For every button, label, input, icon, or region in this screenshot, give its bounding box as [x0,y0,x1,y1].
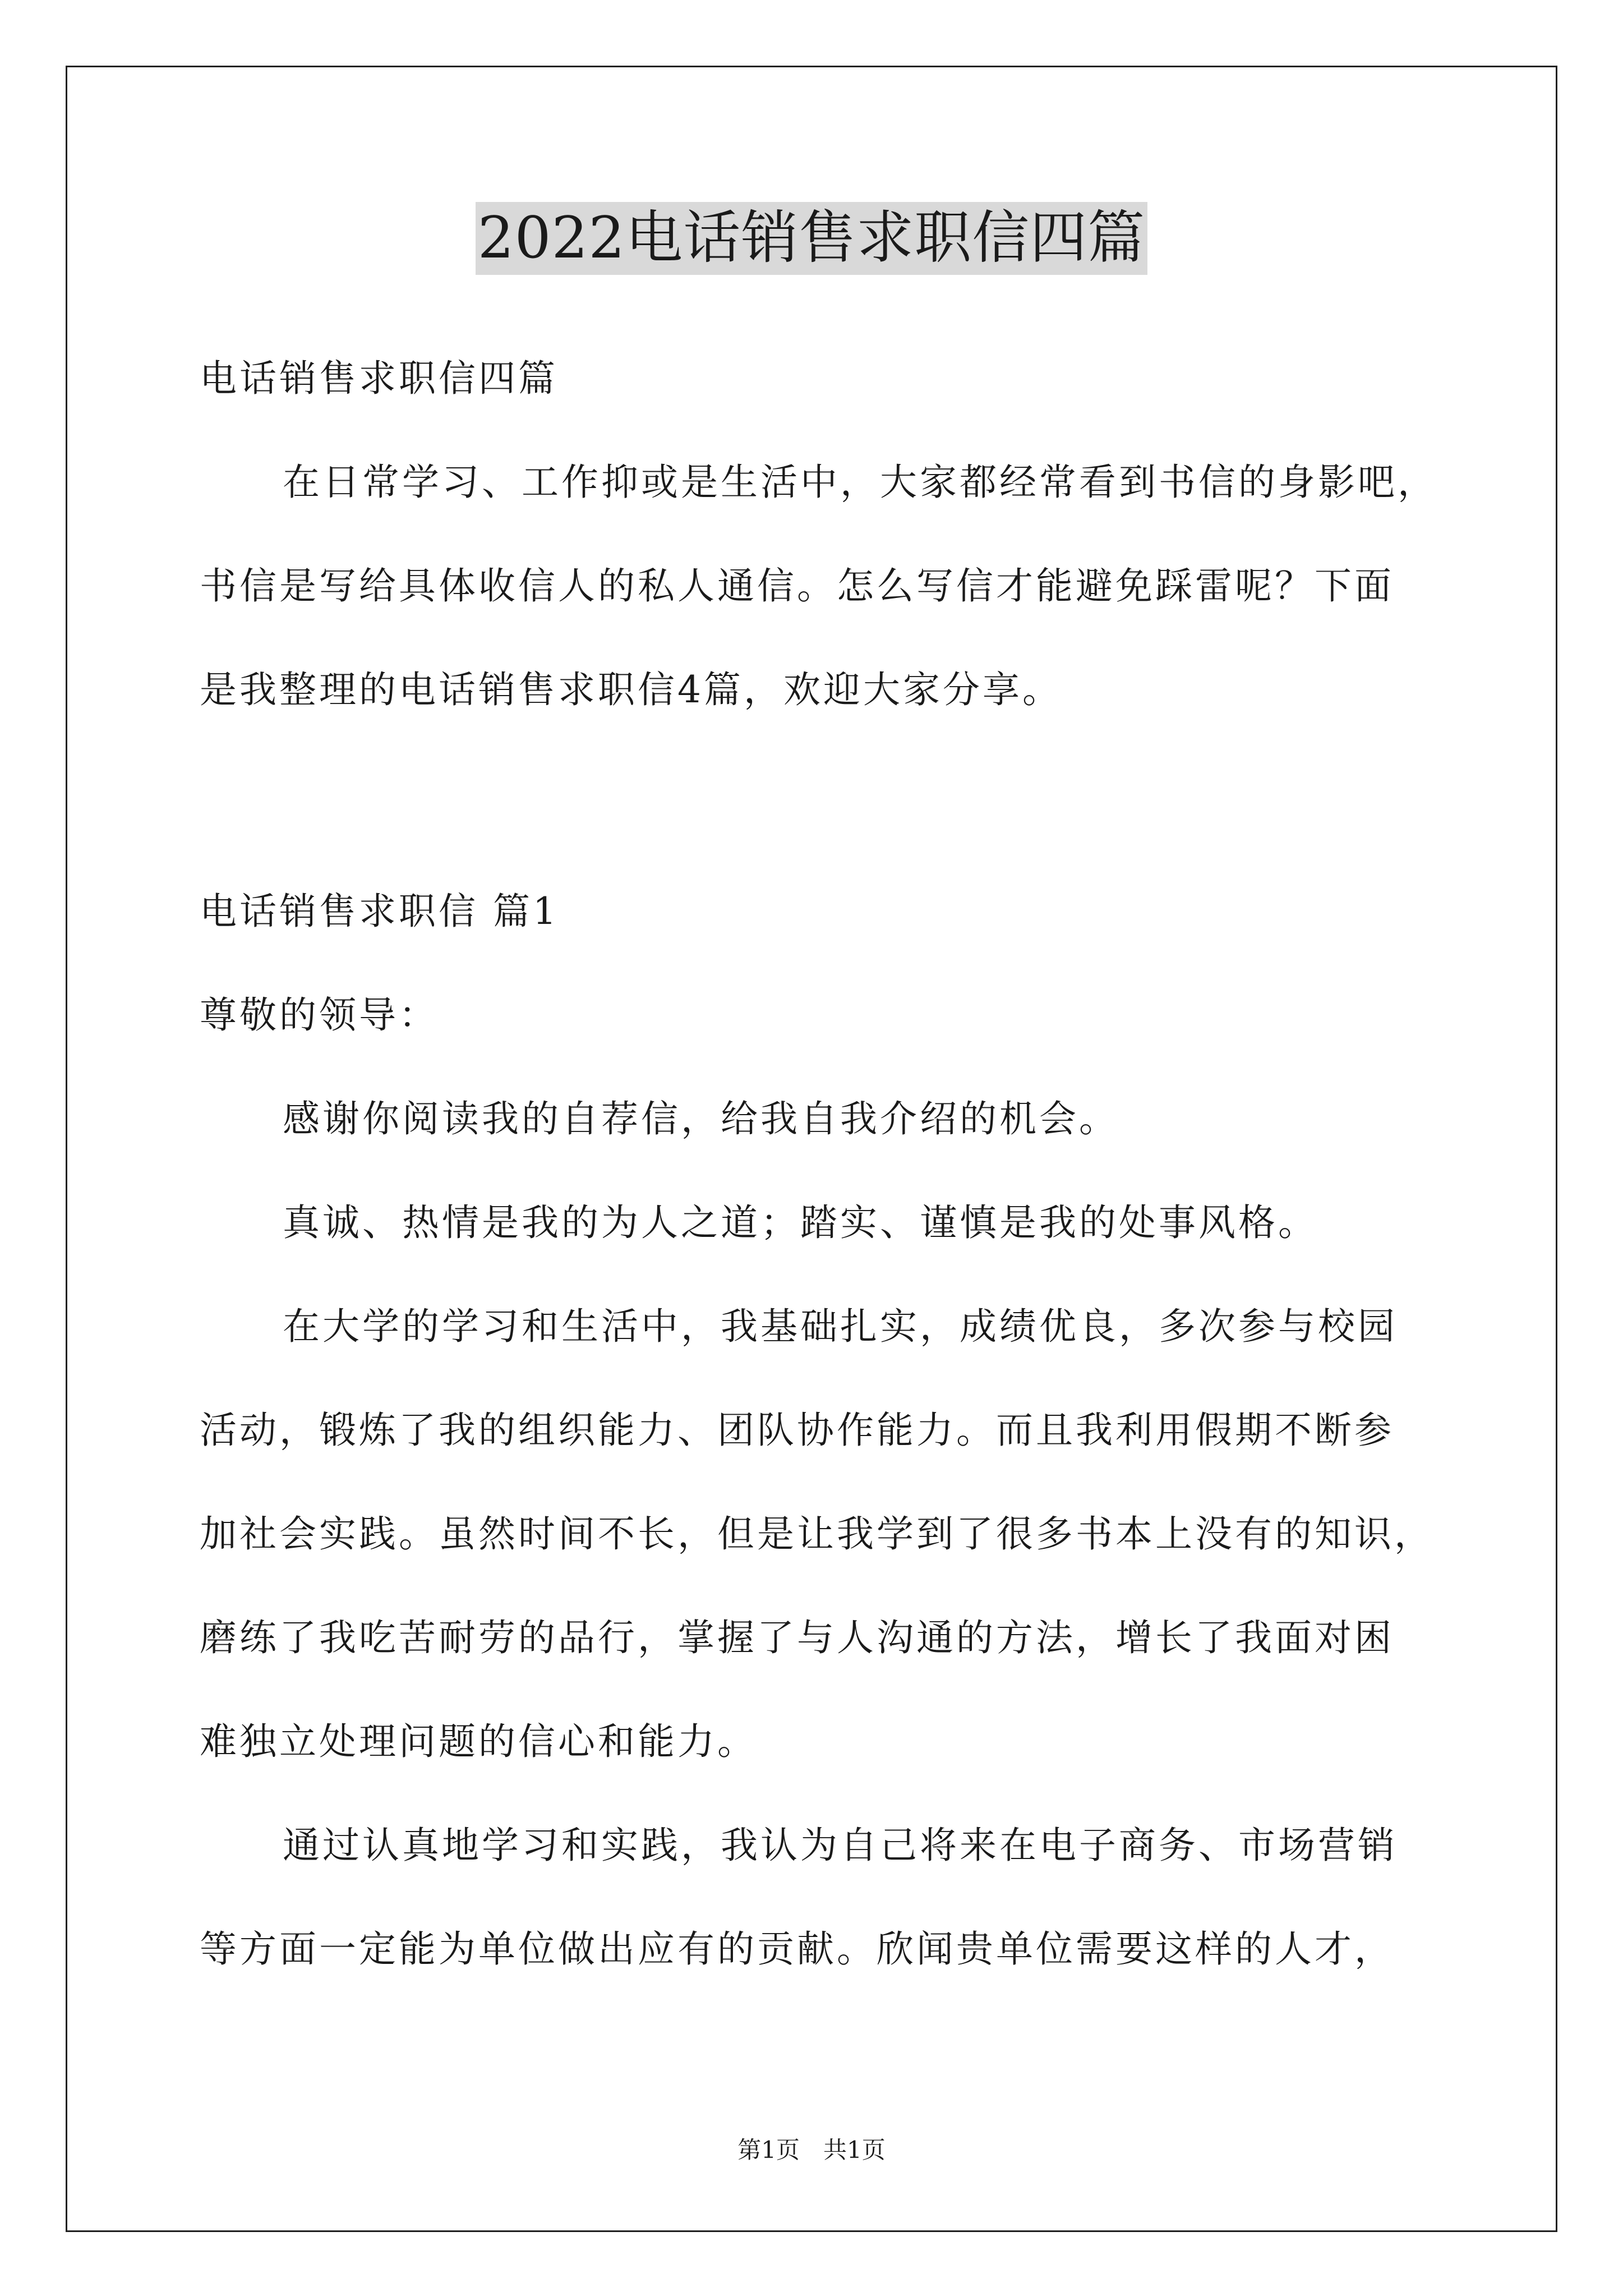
document-subtitle: 电话销售求职信四篇 [200,357,558,400]
intro-line: 书信是写给具体收信人的私人通信。怎么写信才能避免踩雷呢？下面 [200,564,1394,608]
title-container [0,202,1623,275]
section-heading: 电话销售求职信 篇1 [200,890,559,933]
body-line: 加社会实践。虽然时间不长，但是让我学到了很多书本上没有的知识， [200,1512,1434,1556]
body-line: 等方面一定能为单位做出应有的贡献。欣闻贵单位需要这样的人才， [200,1927,1394,1971]
intro-line: 是我整理的电话销售求职信4篇，欢迎大家分享。 [200,668,1062,711]
document-title: 2022电话销售求职信四篇 [476,202,1148,275]
body-line: 磨练了我吃苦耐劳的品行，掌握了与人沟通的方法，增长了我面对困 [200,1616,1394,1659]
body-line: 感谢你阅读我的自荐信，给我自我介绍的机会。 [283,1097,1119,1140]
intro-line: 在日常学习、工作抑或是生活中，大家都经常看到书信的身影吧， [283,461,1437,504]
body-line: 真诚、热情是我的为人之道；踏实、谨慎是我的处事风格。 [283,1201,1318,1244]
page-footer: 第1页 共1页 [737,2136,886,2164]
salutation: 尊敬的领导： [200,993,439,1037]
body-line: 在大学的学习和生活中，我基础扎实，成绩优良，多次参与校园 [283,1305,1398,1348]
body-line: 通过认真地学习和实践，我认为自己将来在电子商务、市场营销 [283,1824,1398,1867]
body-line: 活动，锻炼了我的组织能力、团队协作能力。而且我利用假期不断参 [200,1409,1394,1452]
body-line: 难独立处理问题的信心和能力。 [200,1720,757,1763]
